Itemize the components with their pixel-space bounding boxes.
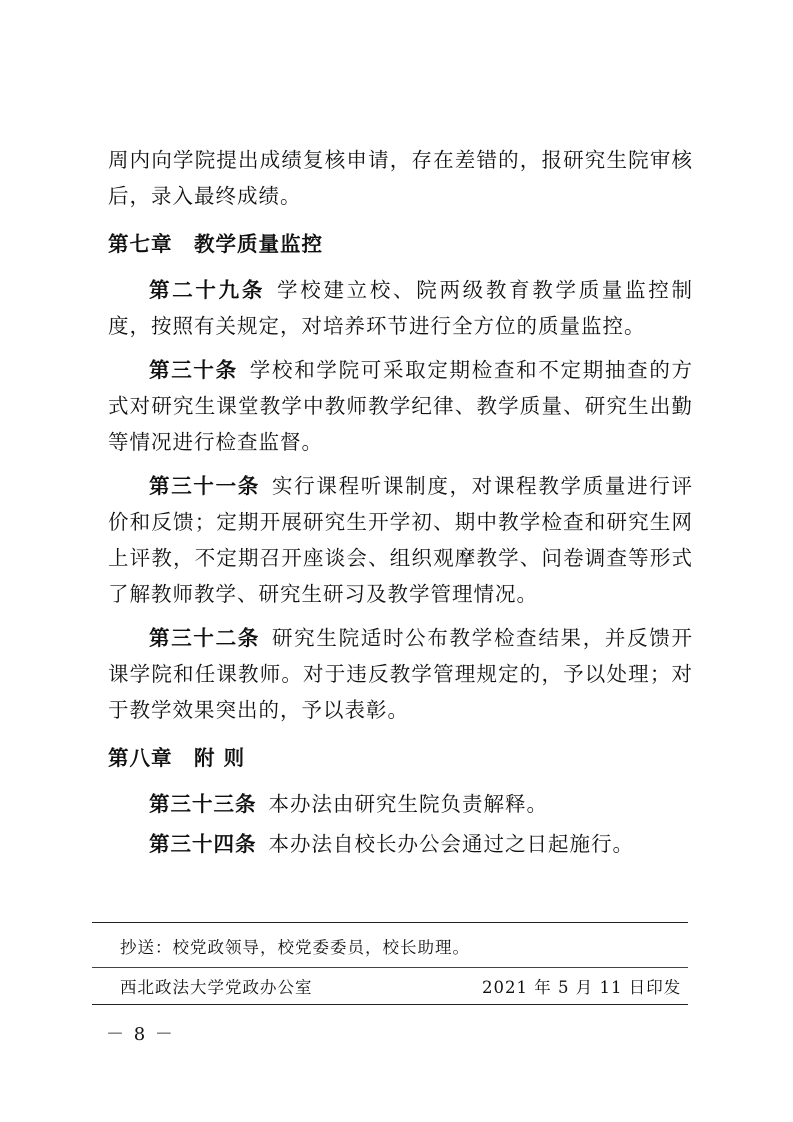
footer-top-rule [92,922,688,923]
article-31 [108,468,693,612]
document-body [108,142,693,862]
article-30 [108,352,693,460]
article-34 [108,826,693,862]
article-number: 第二十九条 [149,278,266,302]
continuation-paragraph: 周内向学院提出成绩复核申请，存在差错的，报研究生院审核后，录入最终成绩。 [108,148,693,208]
article-number: 第三十二条 [149,626,260,650]
chapter-8-heading: 第八章 附 则 [108,746,246,770]
article-number: 第三十三条 [149,792,257,816]
article-number: 第三十一条 [149,474,260,498]
footer-bottom-rule [92,1004,688,1005]
article-number: 第三十条 [149,358,238,382]
article-text: 本办法由研究生院负责解释。 [268,792,548,816]
issue-date: 2021 年 5 月 11 日印发 [482,978,682,997]
article-text: 实行课程听课制度，对课程教学质量进行评价和反馈；定期开展研究生开学初、期中教学检查和研究生网上评教，不定期召开座谈会、组织观摩教学、问卷调查等形式了解教师教学、研究生研习及教学管理情况。 [108,474,694,606]
article-29 [108,272,693,344]
article-number: 第三十四条 [149,832,257,856]
issuer-name: 西北政法大学党政办公室 [120,978,313,997]
article-text: 本办法自校长办公会通过之日起施行。 [268,832,634,856]
article-33 [108,786,693,822]
page-number: － 8 － [106,1024,175,1045]
article-text: 学校建立校、院两级教育教学质量监控制度，按照有关规定，对培养环节进行全方位的质量监控。 [108,278,694,338]
cc-line: 抄送：校党政领导，校党委委员，校长助理。 [120,938,470,957]
article-32 [108,620,693,728]
footer-middle-rule [92,967,688,968]
article-text: 学校和学院可采取定期检查和不定期抽查的方式对研究生课堂教学中教师教学纪律、教学质量、研究生出勤等情况进行检查监督。 [108,358,694,454]
article-text: 研究生院适时公布教学检查结果，并反馈开课学院和任课教师。对于违反教学管理规定的，予以处理；对于教学效果突出的，予以表彰。 [108,626,694,722]
chapter-7-heading: 第七章 教学质量监控 [108,232,323,256]
